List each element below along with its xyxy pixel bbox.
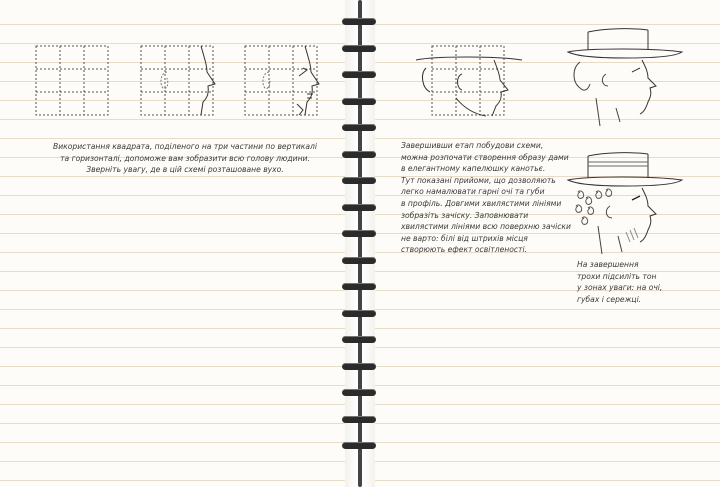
binding-ring	[342, 442, 376, 449]
caption-line: губах і сережці.	[577, 294, 642, 304]
left-caption	[40, 141, 330, 176]
binding-ring	[342, 45, 376, 52]
grid-step-2-icon	[141, 46, 221, 118]
profile-with-hat-sketch-icon	[566, 22, 686, 132]
caption-line: у зонах уваги: на очі,	[577, 283, 663, 293]
caption-line: Завершивши етап побудови схеми,	[401, 141, 544, 150]
binding-ring	[342, 151, 376, 158]
binding-ring	[342, 310, 376, 317]
binding-ring	[342, 98, 376, 105]
caption-line: зобразіть зачіску. Заповнювати	[401, 210, 529, 220]
binding-ring	[342, 177, 376, 184]
binding-ring	[342, 416, 376, 423]
grid-step-4-icon	[416, 46, 526, 121]
caption-line: Зверніть увагу, де в цій схемі розташоване вухо.	[86, 165, 284, 175]
caption-line: в профіль. Довгими хвилястими лініями	[401, 198, 562, 208]
caption-line: створюють ефект освітленості.	[401, 245, 527, 255]
right-caption	[401, 140, 571, 256]
binding-ring	[342, 363, 376, 370]
binding-ring	[342, 124, 376, 131]
binding-ring	[342, 257, 376, 264]
grid-step-3-icon	[245, 46, 325, 118]
caption-line: не варто: білі від штрихів місця	[401, 233, 528, 243]
caption-line: хвилястими лініями всю поверхню зачіски	[401, 222, 571, 232]
caption-line: На завершення	[577, 260, 639, 269]
caption-line: можна розпочати створення образу дами	[401, 152, 569, 162]
binding-ring	[342, 204, 376, 211]
caption-line: легко намалювати гарні очі та губи	[401, 187, 545, 197]
caption-line: Використання квадрата, поділеного на три частини по вертикалі	[53, 142, 317, 151]
binding-ring	[342, 18, 376, 25]
profile-final-sketch-icon	[566, 150, 686, 260]
binding-ring	[342, 230, 376, 237]
caption-line: трохи підсиліть тон	[577, 271, 657, 281]
final-caption	[577, 259, 687, 305]
binding-ring	[342, 71, 376, 78]
binding-ring	[342, 389, 376, 396]
grid-step-1-icon	[36, 46, 116, 118]
caption-line: та горизонталі, допоможе вам зобразити всю голову людини.	[60, 153, 310, 163]
caption-line: Тут показані прийоми, що дозволяють	[401, 175, 556, 185]
caption-line: в елегантному капелюшку канотьє.	[401, 164, 546, 174]
binding-ring	[342, 336, 376, 343]
binding-ring	[342, 283, 376, 290]
